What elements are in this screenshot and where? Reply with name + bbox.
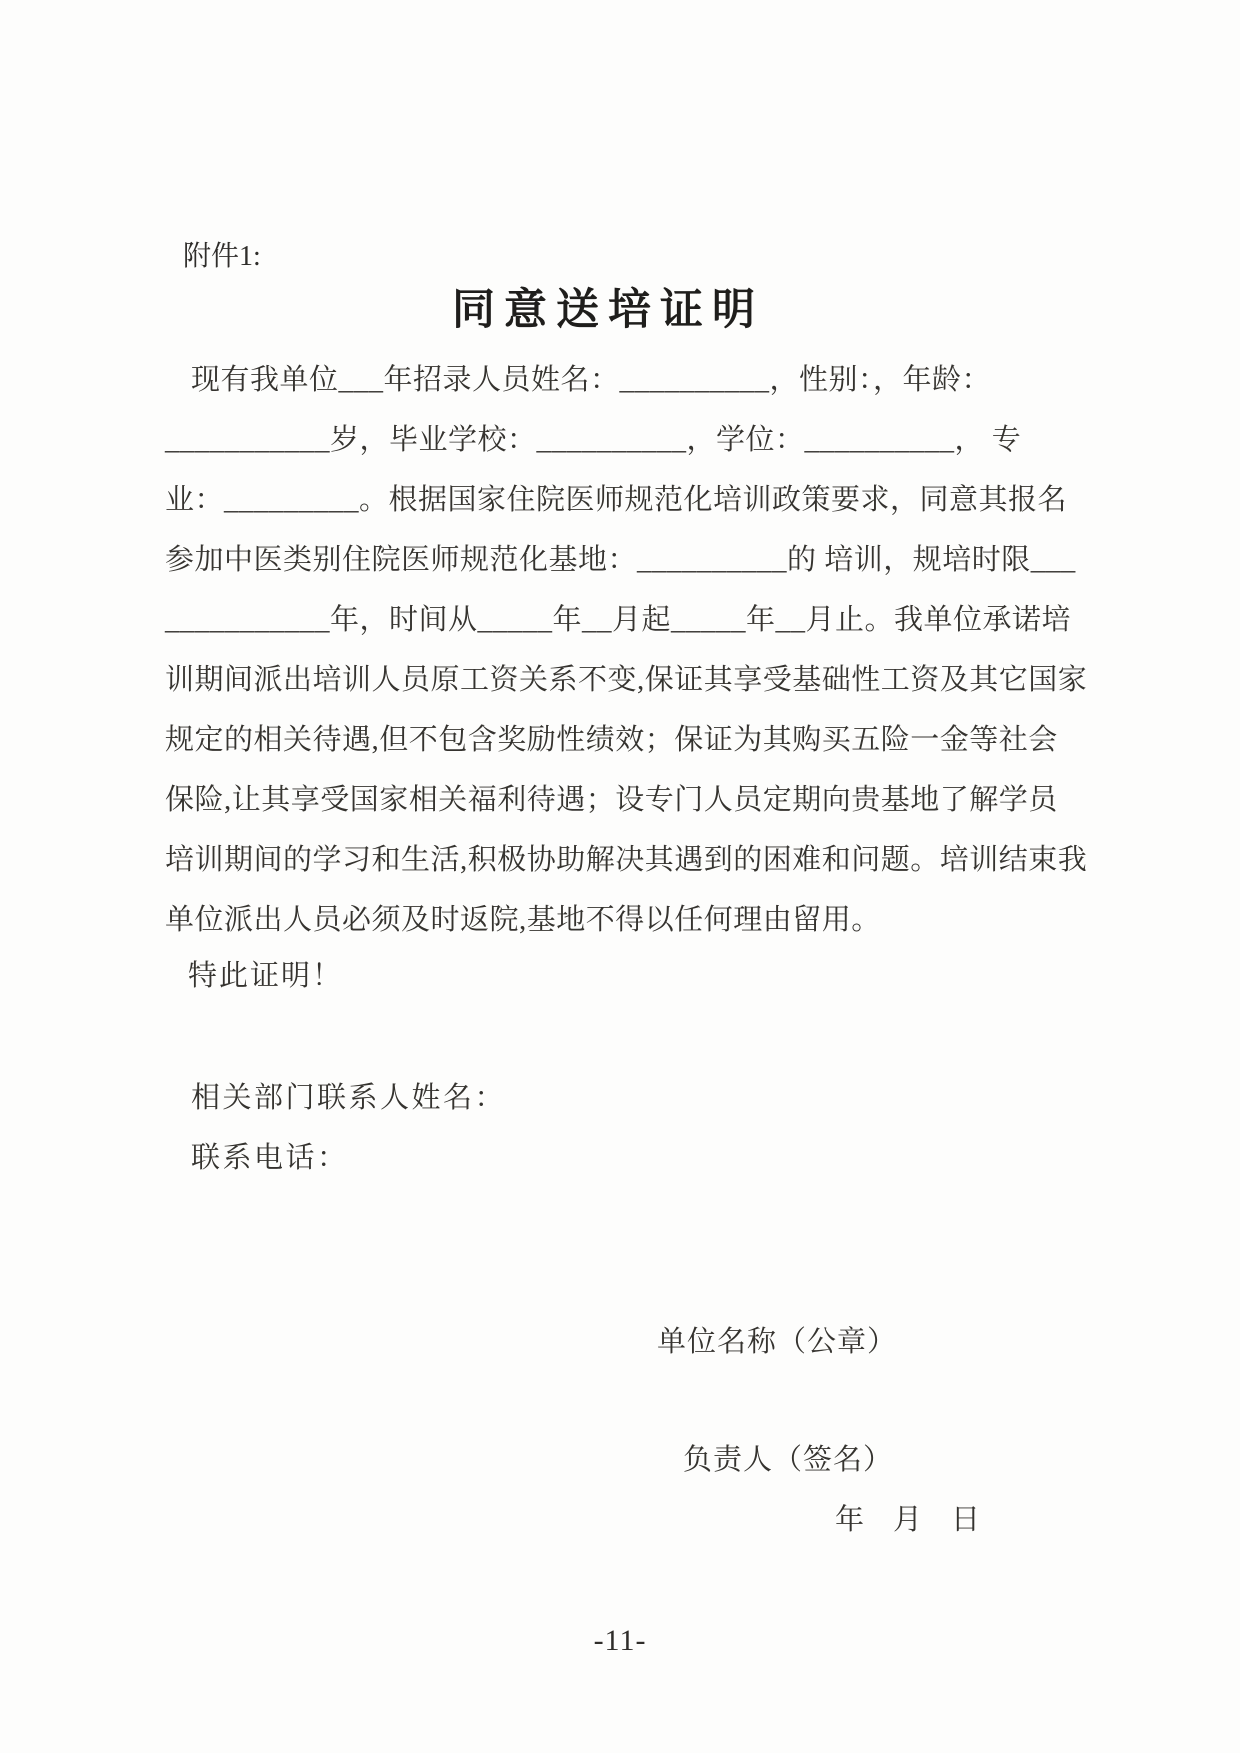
document-body <box>165 350 1090 950</box>
unit-seal-label: 单位名称（公章） <box>657 1326 898 1358</box>
contact-phone-label: 联系电话： <box>191 1142 349 1174</box>
date-line: 年 月 日 <box>835 1504 981 1536</box>
body-line-4: 参加中医类别住院医师规范化基地：__________的 培训，规培时限___ <box>165 544 1076 576</box>
body-line-2: ___________岁，毕业学校：__________，学位：__________， 专 <box>165 424 1022 456</box>
page-number: -11- <box>593 1624 647 1657</box>
signer-label: 负责人（签名） <box>683 1444 894 1476</box>
body-line-1: 现有我单位___年招录人员姓名：__________，性别：，年龄： <box>191 364 992 396</box>
body-line-5: ___________年，时间从_____年__月起_____年__月止。我单位承诺培 <box>165 604 1072 636</box>
body-line-10: 单位派出人员必须及时返院,基地不得以任何理由留用。 <box>165 904 881 936</box>
closing-statement: 特此证明！ <box>188 960 344 992</box>
body-line-6: 训期间派出培训人员原工资关系不变,保证其享受基础性工资及其它国家 <box>165 664 1088 696</box>
body-line-8: 保险,让其享受国家相关福利待遇；设专门人员定期向贵基地了解学员 <box>165 784 1058 816</box>
body-line-3: 业：_________。根据国家住院医师规范化培训政策要求，同意其报名 <box>165 484 1068 516</box>
attachment-label: 附件1: <box>183 241 261 272</box>
body-line-9: 培训期间的学习和生活,积极协助解决其遇到的困难和问题。培训结束我 <box>165 844 1088 876</box>
body-line-7: 规定的相关待遇,但不包含奖励性绩效；保证为其购买五险一金等社会 <box>165 724 1058 756</box>
document-title: 同意送培证明 <box>452 287 764 334</box>
contact-name-label: 相关部门联系人姓名： <box>191 1082 507 1114</box>
